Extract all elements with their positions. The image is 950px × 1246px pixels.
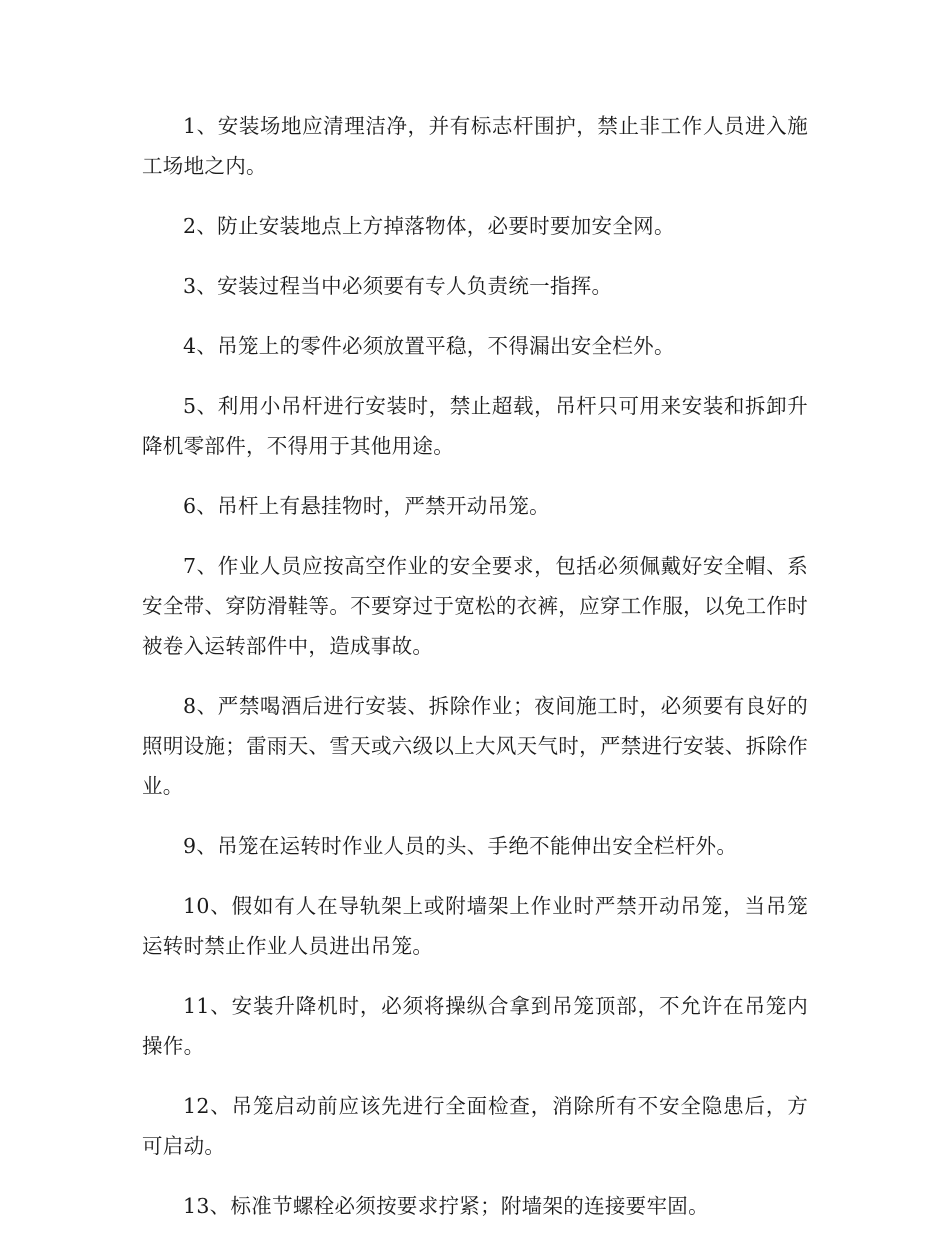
paragraph-2: 2、防止安装地点上方掉落物体，必要时要加安全网。: [183, 214, 675, 238]
paragraph-10: 10、假如有人在导轨架上或附墙架上作业时严禁开动吊笼，当吊笼运转时禁止作业人员进出吊笼。: [142, 894, 808, 958]
paragraph-6: 6、吊杆上有悬挂物时，严禁开动吊笼。: [183, 494, 550, 518]
document-body: [142, 106, 808, 1246]
paragraph-13: 13、标准节螺栓必须按要求拧紧；附墙架的连接要牢固。: [183, 1194, 709, 1218]
paragraph-3: 3、安装过程当中必须要有专人负责统一指挥。: [183, 274, 613, 298]
paragraph-8: 8、严禁喝酒后进行安装、拆除作业；夜间施工时，必须要有良好的照明设施；雷雨天、雪天或六级以上大风天气时，严禁进行安装、拆除作业。: [142, 694, 808, 798]
paragraph-7: 7、作业人员应按高空作业的安全要求，包括必须佩戴好安全帽、系安全带、穿防滑鞋等。不要穿过于宽松的衣裤，应穿工作服，以免工作时被卷入运转部件中，造成事故。: [142, 554, 808, 658]
paragraph-1: 1、安装场地应清理洁净，并有标志杆围护，禁止非工作人员进入施工场地之内。: [142, 114, 808, 178]
paragraph-12: 12、吊笼启动前应该先进行全面检查，消除所有不安全隐患后，方可启动。: [142, 1094, 808, 1158]
paragraph-9: 9、吊笼在运转时作业人员的头、手绝不能伸出安全栏杆外。: [183, 834, 738, 858]
paragraph-5: 5、利用小吊杆进行安装时，禁止超载，吊杆只可用来安装和拆卸升降机零部件，不得用于其他用途。: [142, 394, 808, 458]
paragraph-11: 11、安装升降机时，必须将操纵合拿到吊笼顶部，不允许在吊笼内操作。: [142, 994, 808, 1058]
paragraph-4: 4、吊笼上的零件必须放置平稳，不得漏出安全栏外。: [183, 334, 675, 358]
